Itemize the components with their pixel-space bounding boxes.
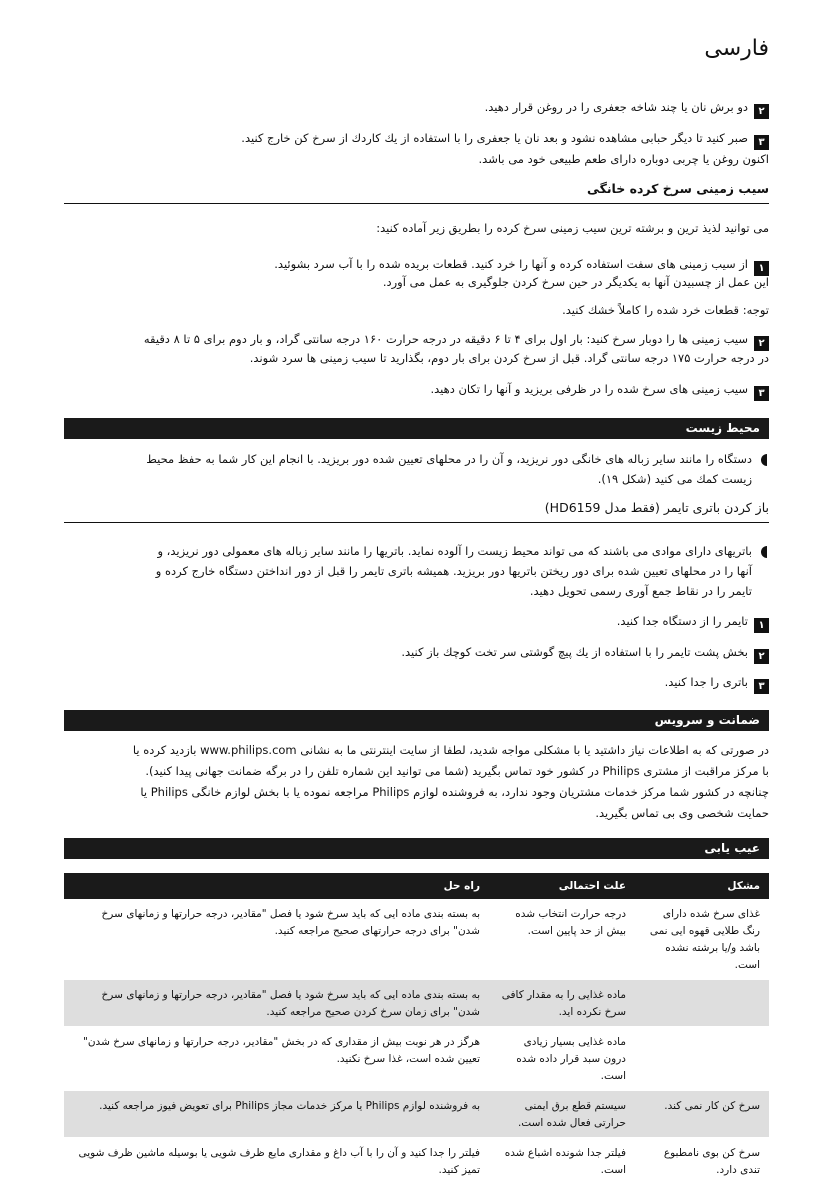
guarantee-text-4: حمایت شخصی وی بی تماس بگیرید. [595,806,769,820]
homemade-step-2 [64,330,769,351]
table-row [64,899,769,980]
step-text: باتری را جدا کنید. [664,675,748,689]
homemade-step-2-cont: در درجه حرارت ۱۷۵ درجه سانتی گراد. قبل از سرخ کردن برای بار دوم، بگذارید تا سیب زمینی ها سرد شوند. [249,351,769,365]
battery-step-1 [64,612,769,633]
table-header-row [64,873,769,899]
troubleshooting-table [64,873,769,1185]
homemade-step-3 [64,380,769,401]
guarantee-text-3: چنانچه در کشور شما مرکز خدمات مشتریان وجود ندارد، به فروشنده لوازم Philips مراجعه نموده یا با بخش لوازم خانگی Philips یا [140,785,769,799]
step-text: صبر کنید تا دیگر حبابی مشاهده نشود و بعد نان یا جعفری را با استفاده از یك کاردك از سرخ کن خارج کنید. [241,131,748,145]
environment-text-2: زیست کمك می کنید (شکل ۱۹). [597,472,752,486]
column-header-cause: علت احتمالی [489,873,635,899]
column-header-solution: راه حل [64,873,489,899]
table-row [64,1091,769,1138]
step-number: ۱ [754,618,769,633]
step-text: از سیب زمینی های سفت استفاده کرده و آنها را خرد کنید. قطعات بریده شده را با آب سرد بشوئید. [274,257,748,271]
homemade-title: سیب زمینی سرخ کرده خانگی [586,181,769,196]
problem-cell: سرخ کن کار نمی کند. [635,1091,769,1138]
table-row [64,1027,769,1091]
caution-note: توجه: قطعات خرد شده را کاملاً خشك کنید. [562,303,769,317]
problem-cell [635,1027,769,1091]
intro-note: اکنون روغن یا چربی دوباره دارای طعم طبیعی خود می باشد. [478,152,769,166]
bullet-icon [761,546,767,558]
step-number: ۲ [754,336,769,351]
battery-title: باز کردن باتری تایمر (فقط مدل HD6159) [544,500,769,515]
table-body [64,899,769,1185]
battery-text-2: آنها را در محلهای تعیین شده برای دور ریختن باتریها دور بریزید. همیشه باتری تایمر را قبل از دور انداختن دستگاه خارج کرده و [155,564,752,578]
battery-step-2 [64,643,769,664]
troubleshooting-heading: عیب یابی [64,838,769,859]
bullet-icon [761,454,767,466]
intro-step-2 [64,98,769,119]
step-number: ۲ [754,104,769,119]
homemade-step-1-note: این عمل از چسبیدن آنها به یکدیگر در حین سرخ کردن جلوگیری به عمل می آورد. [382,275,769,289]
step-text: بخش پشت تایمر را با استفاده از یك پیچ گوشتی سر تخت کوچك باز کنید. [401,645,748,659]
cause-cell: فیلتر جدا شونده اشباع شده است. [489,1138,635,1185]
table-row [64,980,769,1027]
battery-step-3 [64,673,769,694]
problem-cell: سرخ کن بوی نامطبوع تندی دارد. [635,1138,769,1185]
step-number: ۳ [754,135,769,150]
cause-cell: ماده غذایی را به مقدار کافی سرخ نکرده اید. [489,980,635,1027]
step-text: سیب زمینی ها را دوبار سرخ کنید: بار اول برای ۴ تا ۶ دقیقه در درجه حرارت ۱۶۰ درجه سانتی گراد، و بار دوم برای ۵ تا ۸ دقیقه [143,332,748,346]
cause-cell: درجه حرارت انتخاب شده بیش از حد پایین است. [489,899,635,980]
solution-cell: هرگز در هر نوبت بیش از مقداری که در بخش "مقادیر، درجه حرارتها و زمانهای سرخ شدن" تعیین شده است، غذا سرخ نکنید. [64,1027,489,1091]
cause-cell: سیستم قطع برق ایمنی حرارتی فعال شده است. [489,1091,635,1138]
section-rule [64,522,769,523]
environment-heading: محیط زیست [64,418,769,439]
guarantee-heading: ضمانت و سرویس [64,710,769,731]
environment-text-1: دستگاه را مانند سایر زباله های خانگی دور نریزید، و آن را در محلهای تعیین شده دور بریزید. با انجام این کار شما به حفظ محیط [146,452,752,466]
step-text: تایمر را از دستگاه جدا کنید. [616,614,748,628]
guarantee-text-2: با مرکز مراقبت از مشتری Philips در کشور خود تماس بگیرید (شما می توانید این شماره تلفن را در برگه ضمانت جهانی پیدا کنید). [145,764,769,778]
battery-text-3: تایمر را در نقاط جمع آوری رسمی تحویل دهید. [529,584,752,598]
table-row [64,1138,769,1185]
step-number: ۳ [754,386,769,401]
section-rule [64,203,769,204]
homemade-intro: می توانید لذیذ ترین و برشته ترین سیب زمینی سرخ کرده را بطریق زیر آماده کنید: [376,221,769,235]
problem-cell: غذای سرخ شده دارای رنگ طلایی قهوه ایی نمی باشد و/یا برشته نشده است. [635,899,769,980]
step-text: دو برش نان یا چند شاخه جعفری را در روغن قرار دهید. [484,100,748,114]
intro-step-3 [64,129,769,150]
column-header-problem: مشکل [635,873,769,899]
battery-text-1: باتریهای دارای موادی می باشند که می تواند محیط زیست را آلوده نماید. باتریها را مانند سایر زباله های معمولی دور نریزید، و [157,544,752,558]
problem-cell [635,980,769,1027]
cause-cell: ماده غذایی بسیار زیادی درون سبد قرار داده شده است. [489,1027,635,1091]
solution-cell: به فروشنده لوازم Philips یا مرکز خدمات مجاز Philips برای تعویض فیوز مراجعه کنید. [64,1091,489,1138]
step-text: سیب زمینی های سرخ شده را در ظرفی بریزید و آنها را تکان دهید. [430,382,748,396]
solution-cell: به بسته بندی ماده ایی که باید سرخ شود یا فصل "مقادیر، درجه حرارتها و زمانهای سرخ شدن" برای درجه حرارتهای صحیح مراجعه کنید. [64,899,489,980]
solution-cell: فیلتر را جدا کنید و آن را با آب داغ و مقداری مایع ظرف شویی یا بوسیله ماشین ظرف شویی تمیز کنید. [64,1138,489,1185]
step-number: ۲ [754,649,769,664]
solution-cell: به بسته بندی ماده ایی که باید سرخ شود یا فصل "مقادیر، درجه حرارتها و زمانهای سرخ شدن" برای زمان سرخ کردن صحیح مراجعه کنید. [64,980,489,1027]
language-label: فارسی [704,36,769,61]
step-number: ۱ [754,261,769,276]
step-number: ۳ [754,679,769,694]
guarantee-text-1: در صورتی که به اطلاعات نیاز داشتید یا با مشکلی مواجه شدید، لطفا از سایت اینترنتی ما به نشانی www.philips.com بازدید کرده یا [132,743,769,757]
